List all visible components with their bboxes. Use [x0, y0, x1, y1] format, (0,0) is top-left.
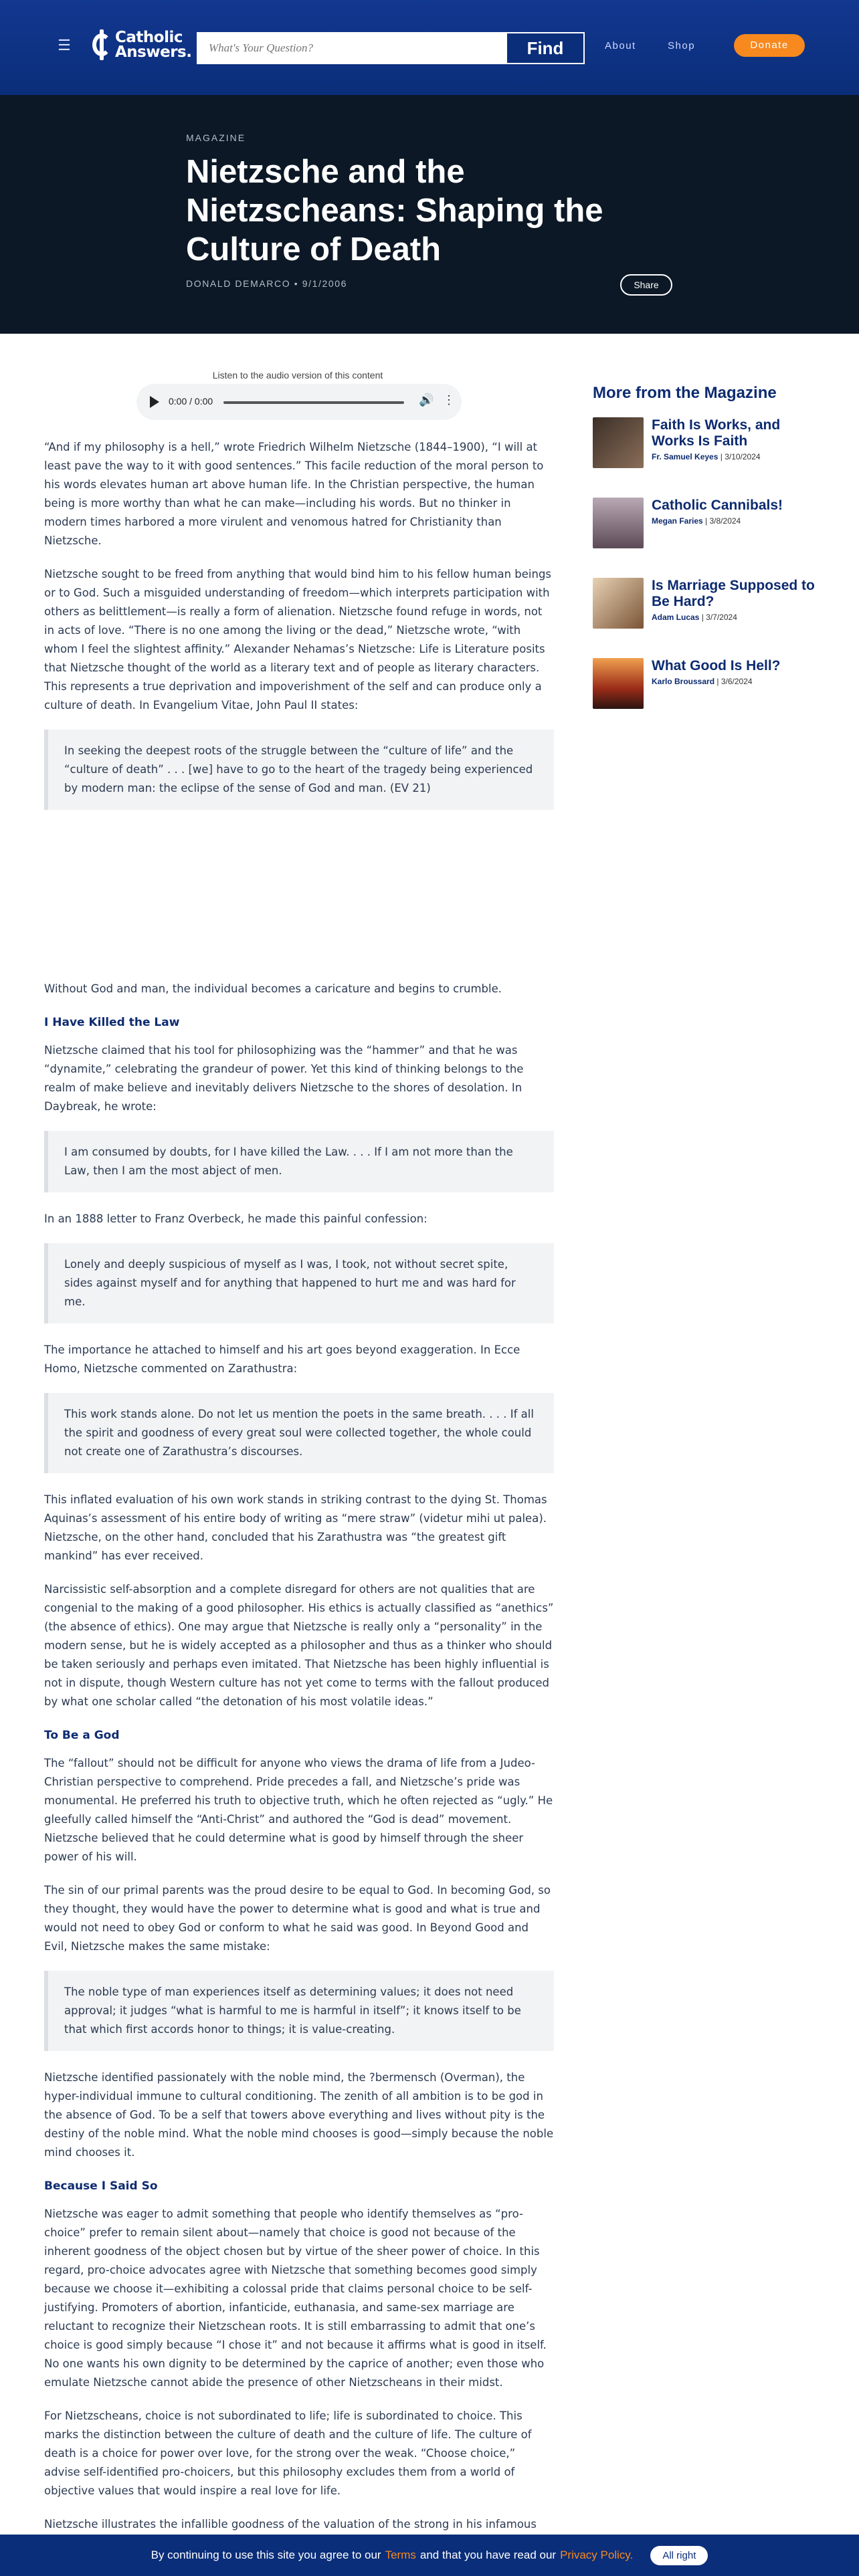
article-body: [44, 438, 557, 2567]
audio-player: [136, 384, 462, 420]
blockquote: The noble type of man experiences itself as determining values; it does not need approval; it judges “what is harmful to me is harmful in itself”; it knows itself to be that which first accords honor to things; it is value-creating.: [44, 1971, 554, 2051]
section-heading: Because I Said So: [44, 2179, 158, 2193]
privacy-policy-link[interactable]: Privacy Policy.: [560, 2549, 634, 2561]
play-icon[interactable]: [150, 396, 159, 408]
sidebar-article-author: Adam Lucas: [652, 613, 700, 622]
sidebar-article-date: 3/8/2024: [709, 516, 741, 526]
article-thumbnail[interactable]: [593, 498, 644, 548]
paragraph: “And if my philosophy is a hell,” wrote Friedrich Wilhelm Nietzsche (1844–1900), “I will at least pave the way to it with good sentences.” This facile reduction of the moral person to his words elevates human art above human life. In the Christian perspective, the human being is more worthy than what he can make—including his words. But no thinker in modern times harbored a more virulent and venomous hatred for Christianity than Nietzsche.: [44, 441, 544, 547]
blockquote: Lonely and deeply suspicious of myself as I was, I took, not without secret spite, sides against myself and for anything that happened to hurt me and was hard for me.: [44, 1243, 554, 1323]
terms-link[interactable]: Terms: [385, 2549, 416, 2561]
donate-button[interactable]: Donate: [734, 34, 805, 57]
logo-icon: [92, 29, 111, 60]
share-button[interactable]: Share: [620, 274, 672, 296]
article-byline: DONALD DEMARCO • 9/1/2006: [186, 278, 347, 289]
hamburger-icon[interactable]: ☰: [58, 37, 71, 53]
section-heading: To Be a God: [44, 1729, 120, 1742]
cookie-text-mid: and that you have read our: [419, 2549, 557, 2561]
paragraph: The sin of our primal parents was the proud desire to be equal to God. In becoming God, so they thought, they would have the power to determine what is good and what is true and would not need to obey God or conform to what he said was good. In Beyond Good and Evil, Nietzsche makes the same mistake:: [44, 1884, 551, 1953]
sidebar-article[interactable]: Faith Is Works, and Works Is Faith Fr. Samuel Keyes | 3/10/2024: [593, 417, 820, 468]
section-heading: I Have Killed the Law: [44, 1016, 180, 1029]
sidebar-article[interactable]: Is Marriage Supposed to Be Hard? Adam Lucas | 3/7/2024: [593, 578, 820, 629]
more-options-icon[interactable]: ⋮: [443, 393, 455, 407]
logo-line1: Catholic: [115, 29, 183, 46]
paragraph: The importance he attached to himself and his art goes beyond exaggeration. In Ecce Homo, Nietzsche commented on Zarathustra:: [44, 1344, 520, 1375]
sidebar-article[interactable]: What Good Is Hell? Karlo Broussard | 3/6/2024: [593, 658, 820, 709]
sidebar-article-title[interactable]: Is Marriage Supposed to Be Hard?: [652, 578, 815, 609]
ad-space: [44, 827, 554, 980]
paragraph: In an 1888 letter to Franz Overbeck, he made this painful confession:: [44, 1212, 427, 1225]
paragraph: This inflated evaluation of his own work stands in striking contrast to the dying St. Thomas Aquinas’s assessment of his entire body of writing as “mere straw” (videtur mihi ut palea). Nietzsche, on the other hand, concluded that his Zarathustra was “the greatest gift mankind” has ever received.: [44, 1493, 547, 1562]
article-thumbnail[interactable]: [593, 578, 644, 629]
find-button[interactable]: Find: [506, 32, 585, 64]
paragraph: Nietzsche claimed that his tool for philosophizing was the “hammer” and that he was “dynamite,” celebrating the grandeur of power. Yet this kind of thinking belongs to the realm of make believe and inevitably delivers Nietzsche to the shores of desolation. In Daybreak, he wrote:: [44, 1044, 524, 1113]
sidebar-article-title[interactable]: Faith Is Works, and Works Is Faith: [652, 417, 781, 449]
accept-cookies-button[interactable]: All right: [650, 2546, 708, 2565]
sidebar-article-author: Karlo Broussard: [652, 677, 715, 686]
search-input[interactable]: What's Your Question?: [197, 32, 506, 64]
paragraph: Nietzsche illustrates the infallible goodness of the valuation of the strong in his infamous: [44, 2518, 537, 2531]
paragraph: Nietzsche was eager to admit something that people who identify themselves as “pro-choice” prefer to remain silent about—namely that choice is good not because of the inherent goodness of the object chosen but by virtue of the sheer power of choice. In this regard, pro-choice advocates agree with Nietzsche that something becomes good simply because we choose it—exhibiting a colossal pride that claims personal choice to be self-justifying. Promoters of abortion, infanticide, euthanasia, and same-sex marriage are reluctant to recognize their Nietzschean roots. It is still embarrassing to admit that one’s choice is good simply because “I chose it” and not because it affirms what is good in itself. No one wants his own dignity to be determined by the caprice of another; even those who emulate Nietzsche cannot abide the presence of other Nietzscheans in their midst.: [44, 2208, 547, 2389]
blockquote: In seeking the deepest roots of the struggle between the “culture of life” and the “culture of death” . . . [we] have to go to the heart of the tragedy being experienced by modern man: the eclipse of the sense of God and man. (EV 21): [44, 730, 554, 810]
article-thumbnail[interactable]: [593, 417, 644, 468]
sidebar-article-title[interactable]: What Good Is Hell?: [652, 658, 781, 673]
logo-line2: Answers.: [115, 43, 192, 61]
sidebar-article[interactable]: Catholic Cannibals! Megan Faries | 3/8/2024: [593, 498, 820, 548]
blockquote: This work stands alone. Do not let us mention the poets in the same breath. . . . If all the spirit and goodness of every great soul were collected together, the whole could not create one of Zarathustra’s discourses.: [44, 1393, 554, 1473]
article-thumbnail[interactable]: [593, 658, 644, 709]
sidebar-article-date: 3/7/2024: [706, 613, 737, 622]
audio-label: Listen to the audio version of this content: [212, 370, 383, 381]
paragraph: For Nietzscheans, choice is not subordinated to life; life is subordinated to choice. This marks the distinction between the culture of death and the culture of life. The culture of death is a choice for power over love, for the strong over the weak. “Choose choice,” advise self-identified pro-choicers, but this philosophy excludes them from a world of objective values that would inspire a real love for life.: [44, 2409, 532, 2497]
section-tag[interactable]: MAGAZINE: [186, 132, 246, 143]
sidebar-article-date: 3/6/2024: [721, 677, 753, 686]
sidebar-article-date: 3/10/2024: [725, 452, 761, 461]
article-title: Nietzsche and the Nietzscheans: Shaping the Culture of Death: [186, 154, 603, 267]
paragraph: Without God and man, the individual becomes a caricature and begins to crumble.: [44, 982, 502, 995]
paragraph: Nietzsche sought to be freed from anything that would bind him to his fellow human beings or to God. Such a misguided understanding of freedom—which interprets participation with others as belittlement—is really a form of alienation. Nietzsche found refuge in words, not in acts of love. “There is no one among the living or the dead,” Nietzsche wrote, “with whom I feel the slightest affinity.” Alexander Nehamas’s Nietzsche: Life is Literature posits that Nietzsche thought of the world as a literary text and of people as literary characters. This represents a true deprivation and impoverishment of the self and can produce only a culture of death. In Evangelium Vitae, John Paul II states:: [44, 568, 552, 712]
publish-date: 9/1/2006: [302, 278, 347, 289]
sidebar-more-from-magazine: [593, 384, 820, 738]
volume-icon[interactable]: 🔊: [419, 393, 434, 407]
blockquote: I am consumed by doubts, for I have killed the Law. . . . If I am not more than the Law, then I am the most abject of men.: [44, 1131, 554, 1192]
sidebar-article-author: Megan Faries: [652, 516, 703, 526]
paragraph: Nietzsche identified passionately with the noble mind, the ?bermensch (Overman), the hyper-individual immune to cultural conditioning. The zenith of all ambition is to be god in the absence of God. To be a self that towers above everything and lives without pity is the destiny of the noble mind. What the noble mind chooses is good—simply because the noble mind chooses it.: [44, 2071, 554, 2159]
paragraph: The “fallout” should not be difficult for anyone who views the drama of life from a Judeo-Christian perspective to comprehend. Pride precedes a fall, and Nietzsche’s pride was monumental. He preferred his truth to objective truth, which he often rejected as “ugly.” He gleefully called himself the “Anti-Christ” and authored the “God is dead” movement. Nietzsche believed that he could determine what is good by himself through the sheer power of his will.: [44, 1757, 553, 1863]
site-header: [0, 0, 859, 95]
nav-shop[interactable]: Shop: [668, 40, 696, 51]
sidebar-article-author: Fr. Samuel Keyes: [652, 452, 719, 461]
sidebar-heading: More from the Magazine: [593, 384, 777, 402]
cookie-banner: [0, 2535, 859, 2576]
sidebar-article-title[interactable]: Catholic Cannibals!: [652, 498, 783, 513]
nav-about[interactable]: About: [605, 40, 636, 51]
article-hero: [0, 95, 859, 334]
site-logo[interactable]: [92, 29, 191, 60]
paragraph: Narcissistic self-absorption and a complete disregard for others are not qualities that are congenial to the making of a good philosopher. His ethics is actually classified as “anethics” (the absence of ethics). One may argue that Nietzsche is really only a “personality” in the modern sense, but he is widely accepted as a philosopher and thus as a thinker who should be taken seriously and perhaps even imitated. That Nietzsche has been highly influential is not in dispute, though Western culture has not yet come to terms with the fallout produced by what one scholar called “the detonation of his most volatile ideas.”: [44, 1583, 554, 1708]
audio-time: 0:00 / 0:00: [169, 396, 213, 407]
audio-progress-slider[interactable]: [223, 401, 404, 404]
author-link[interactable]: DONALD DEMARCO: [186, 278, 291, 289]
cookie-text: By continuing to use this site you agree to our: [151, 2549, 381, 2561]
